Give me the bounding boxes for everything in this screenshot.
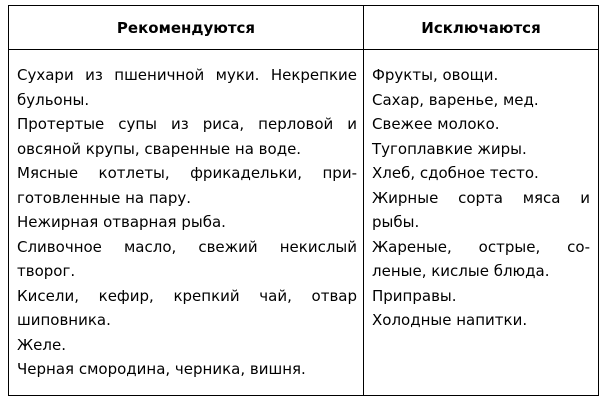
header-row	[9, 6, 599, 50]
excluded-item: Холодные напитки.	[372, 311, 528, 329]
recommended-item: Черная смородина, черника, вишня.	[17, 360, 306, 378]
excluded-item: Свежее молоко.	[372, 115, 500, 133]
recommended-list	[9, 50, 363, 382]
excluded-item: Тугоплавкие жиры.	[372, 139, 527, 158]
excluded-item: Хлеб, сдобное тесто.	[372, 164, 539, 182]
recommended-item: Сухари из пшеничной муки. Некрепкие бульоны.	[17, 66, 357, 109]
excluded-list	[364, 50, 598, 333]
excluded-item: Приправы.	[372, 286, 457, 305]
recommended-item: Желе.	[17, 335, 66, 354]
body-row	[9, 50, 599, 396]
recommended-item: Кисели, кефир, крепкий чай, отвар шиповника.	[17, 286, 357, 329]
recommended-item: Нежирная отварная рыба.	[17, 213, 226, 231]
recommended-cell	[9, 50, 364, 396]
excluded-item: Фрукты, овощи.	[372, 66, 499, 84]
recommended-item: Сливочное масло, свежий некислый творог.	[17, 237, 357, 280]
recommended-item: Протертые супы из риса, перловой и овсяной крупы, сваренные на воде.	[17, 115, 357, 158]
diet-table	[8, 5, 599, 396]
excluded-item: Жирные сорта мяса и рыбы.	[372, 188, 590, 231]
excluded-item: Жареные, острые, соленые, кислые блюда.	[372, 237, 590, 280]
header-recommended: Рекомендуются	[9, 6, 364, 50]
excluded-item: Сахар, варенье, мед.	[372, 90, 539, 109]
excluded-cell	[364, 50, 599, 396]
recommended-item: Мясные котлеты, фрикадельки, приготовленные на пару.	[17, 164, 357, 207]
header-excluded: Исключаются	[364, 6, 599, 50]
